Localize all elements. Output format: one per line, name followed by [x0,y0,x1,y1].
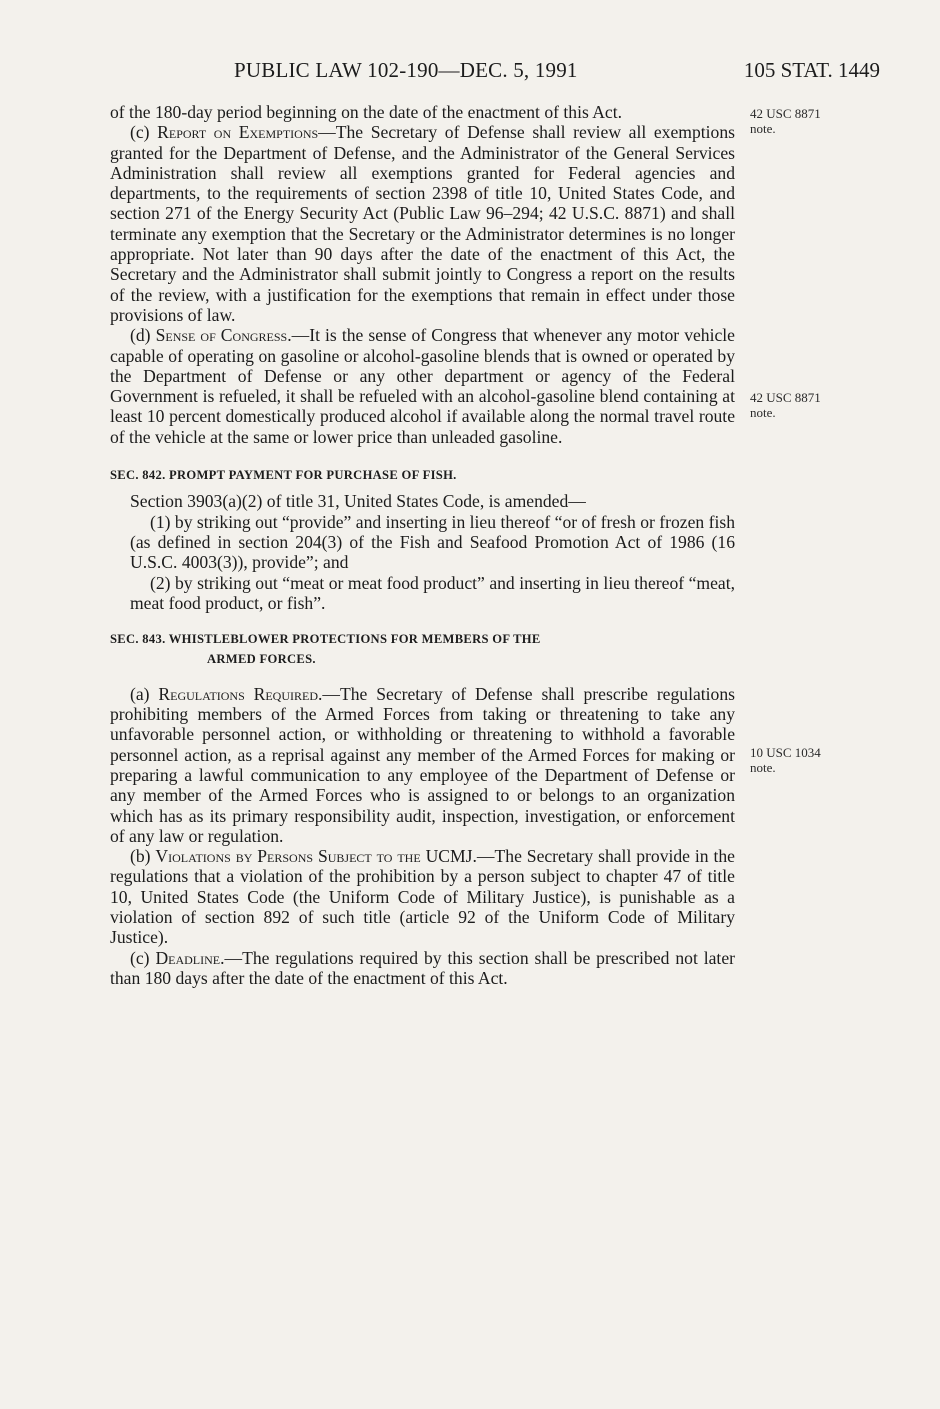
margin-note-citation: 42 USC 8871 [750,106,821,121]
margin-note-3 [750,745,821,775]
subsection-heading: Regulations Required [158,683,319,704]
margin-note-citation: 10 USC 1034 [750,745,821,760]
section-843-heading-line1: SEC. 843. WHISTLEBLOWER PROTECTIONS FOR MEMBERS OF THE [110,632,541,647]
subsection-c-report-on-exemptions [110,122,735,325]
margin-note-2 [750,390,821,420]
margin-note-suffix: note. [750,405,776,420]
subsection-text: .—The Secretary shall provide in the regulations that a violation of the prohibition by a person subject to chapter 47 of title 10, United States Code (the Uniform Code of Military Justice), is punishable as a violation of section 892 of such title (article 92 of the Uniform Code of Military Justice). [110,846,735,948]
subsection-heading: Deadline [155,947,221,968]
subsection-a-regulations-required [110,684,735,846]
section-842-item-2: (2) by striking out “meat or meat food product” and inserting in lieu thereof “meat, meat food product, or fish”. [130,572,735,613]
subsection-label: (a) [130,683,150,704]
subsection-heading: Sense of Congress [155,325,288,346]
subsection-heading: Report on Exemptions [157,122,319,143]
subsection-heading-acronym: UCMJ [425,846,473,867]
stat-page-number: 105 STAT. 1449 [743,58,880,82]
subsection-c-deadline [110,948,735,989]
subsection-label: (c) [130,122,150,143]
subsection-text: .—The Secretary of Defense shall prescribe regulations prohibiting members of the Armed Forces from taking or threatening to take any unfavorable personnel action, or withholding or threatening to withhold a favorable personnel action, as a reprisal against any member of the Armed Forces for making or preparing a lawful communication to any employee of the Department of Defense or any member of the Armed Forces who is assigned to or belongs to an organization which has as its primary responsibility audit, inspection, investigation, or enforcement of any law or regulation. [110,683,736,846]
subsection-b-violations [110,846,735,947]
page-header [110,58,880,88]
section-843-heading-line2: ARMED FORCES. [207,652,316,667]
section-842-heading: SEC. 842. PROMPT PAYMENT FOR PURCHASE OF FISH. [110,468,457,483]
margin-note-1 [750,106,821,136]
subsection-text: —The Secretary of Defense shall review all exemptions granted for the Department of Defense, and the Administrator of the General Services Administration shall review all exemptions granted for Federal agencies and departments, to the requirements of section 2398 of title 10, United States Code, and section 271 of the Energy Security Act (Public Law 96–294; 42 U.S.C. 8871) and shall terminate any exemption that the Secretary or the Administrator determines is no longer appropriate. Not later than 90 days after the date of the enactment of this Act, the Secretary and the Administrator shall submit jointly to Congress a report on the results of the review, with a justification for the exemptions that remain in effect under those provisions of law. [110,122,735,325]
section-843-heading [110,629,735,670]
subsection-label: (d) [130,325,151,346]
subsection-text: .—It is the sense of Congress that whenever any motor vehicle capable of operating on gasoline or alcohol-gasoline blends that is owned or operated by the Department of Defense or any other department or agency of the Federal Government is refueled, it shall be refueled with an alcohol-gasoline blend containing at least 10 percent domestically produced alcohol if available along the normal travel route of the vehicle at the same or lower price than unleaded gasoline. [110,325,735,447]
section-842-item-1: (1) by striking out “provide” and inserting in lieu thereof “or of fresh or frozen fish (as defined in section 204(3) of the Fish and Seafood Promotion Act of 1986 (16 U.S.C. 4003(3)), provide”; and [130,511,735,573]
section-842-intro: Section 3903(a)(2) of title 31, United States Code, is amended— [130,491,586,512]
subsection-heading: Violations by Persons Subject to the [155,846,421,867]
subsection-text: .—The regulations required by this section shall be prescribed not later than 180 days after the date of the enactment of this Act. [110,947,735,988]
law-title: PUBLIC LAW 102-190—DEC. 5, 1991 [234,58,578,82]
subsection-d-sense-of-congress [110,325,735,447]
margin-note-suffix: note. [750,121,776,136]
margin-note-suffix: note. [750,760,776,775]
subsection-label: (b) [130,846,151,867]
body-text-column [110,102,735,988]
subsection-label: (c) [130,947,150,968]
paragraph-continuation: of the 180-day period beginning on the date of the enactment of this Act. [110,102,623,122]
margin-note-citation: 42 USC 8871 [750,390,821,405]
